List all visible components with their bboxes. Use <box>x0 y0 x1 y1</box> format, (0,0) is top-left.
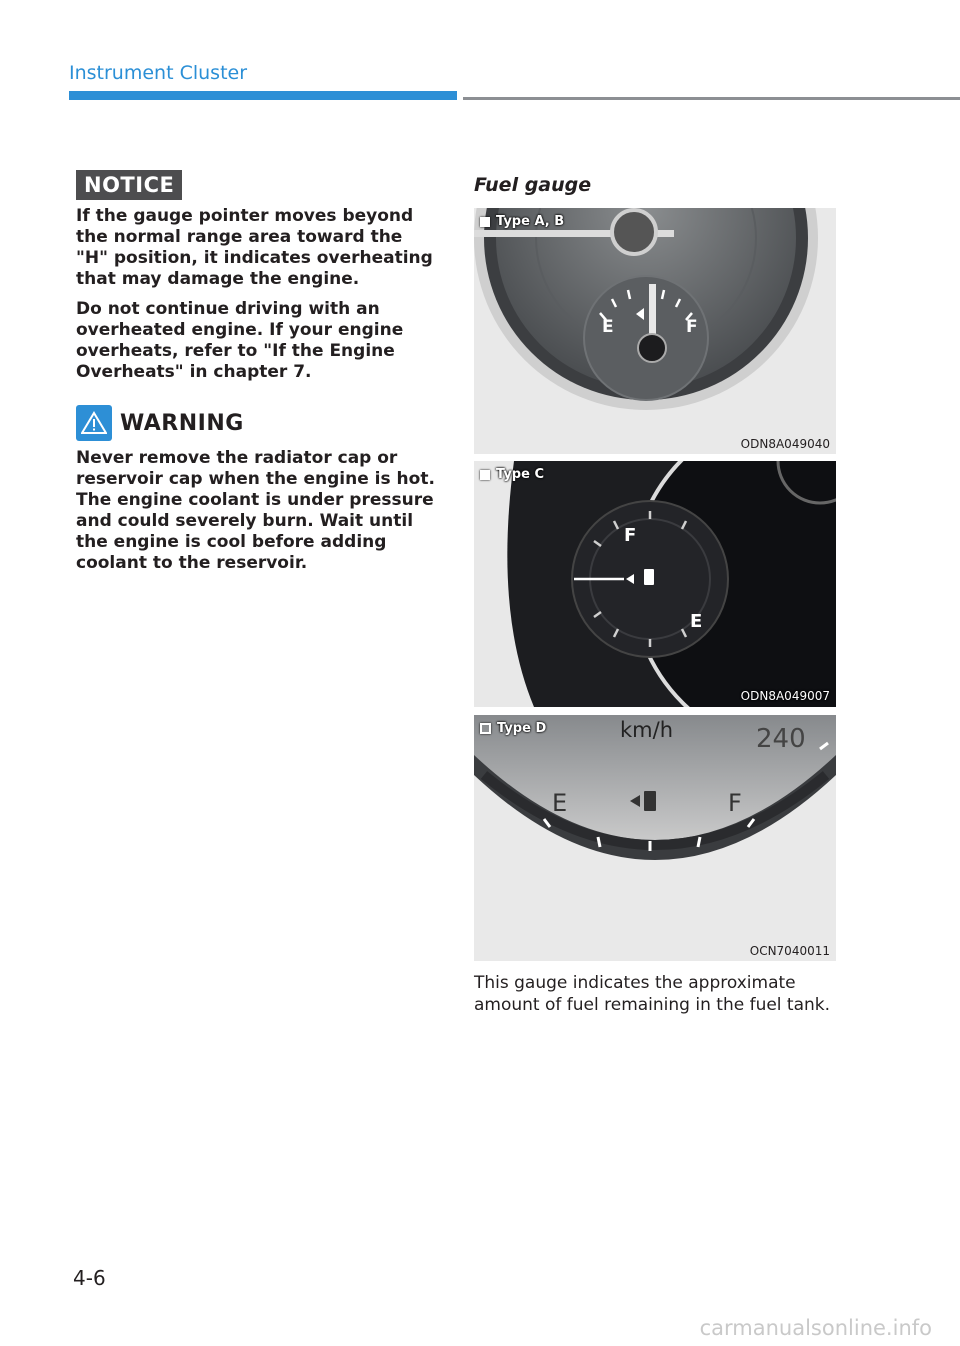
header-rule-grey <box>463 97 960 100</box>
figure-code: OCN7040011 <box>749 944 830 958</box>
warning-heading <box>76 405 244 441</box>
warning-body <box>76 448 436 574</box>
figure-label: Type C <box>480 467 544 482</box>
notice-body <box>76 206 436 383</box>
speed-value-label: 240 <box>756 724 806 754</box>
header-rule-blue <box>69 91 457 100</box>
bullet-icon <box>480 723 491 734</box>
warning-label: WARNING <box>120 410 244 436</box>
fuel-gauge-caption: This gauge indicates the approximate amount of fuel remaining in the fuel tank. <box>474 973 831 1015</box>
gauge-illustration-c <box>474 461 836 707</box>
gauge-f-label: F <box>686 317 698 337</box>
section-title: Fuel gauge <box>474 174 592 196</box>
gauge-e-label: E <box>552 789 568 817</box>
warning-triangle-icon <box>76 405 112 441</box>
figure-type-d <box>474 715 836 961</box>
notice-tag: NOTICE <box>76 170 182 200</box>
warning-text: Never remove the radiator cap or reservoir cap when the engine is hot. The engine coolant is under pressure and could severely burn. Wait until the engine is cool before adding coolant to the reservoir. <box>76 448 435 573</box>
gauge-illustration-ab <box>474 208 836 454</box>
bullet-icon <box>480 470 490 480</box>
figure-label: Type A, B <box>480 214 564 229</box>
gauge-f-label: F <box>624 525 637 546</box>
notice-paragraph: If the gauge pointer moves beyond the normal range area toward the "H" position, it indicates overheating that may damage the engine. <box>76 206 433 289</box>
notice-paragraph: Do not continue driving with an overheated engine. If your engine overheats, refer to "If the Engine Overheats" in chapter 7. <box>76 299 404 382</box>
figure-label: Type D <box>480 721 546 736</box>
gauge-f-label: F <box>728 789 742 817</box>
speed-unit-label: km/h <box>620 718 674 742</box>
figure-type-ab <box>474 208 836 454</box>
header-section-title: Instrument Cluster <box>69 62 248 84</box>
watermark: carmanualsonline.info <box>699 1316 932 1340</box>
figure-code: ODN8A049007 <box>740 689 830 703</box>
gauge-e-label: E <box>690 611 703 632</box>
gauge-illustration-d <box>474 715 836 961</box>
bullet-icon <box>480 217 490 227</box>
page-number: 4-6 <box>73 1266 106 1290</box>
figure-type-c <box>474 461 836 707</box>
figure-code: ODN8A049040 <box>740 437 830 451</box>
gauge-e-label: E <box>602 317 614 337</box>
